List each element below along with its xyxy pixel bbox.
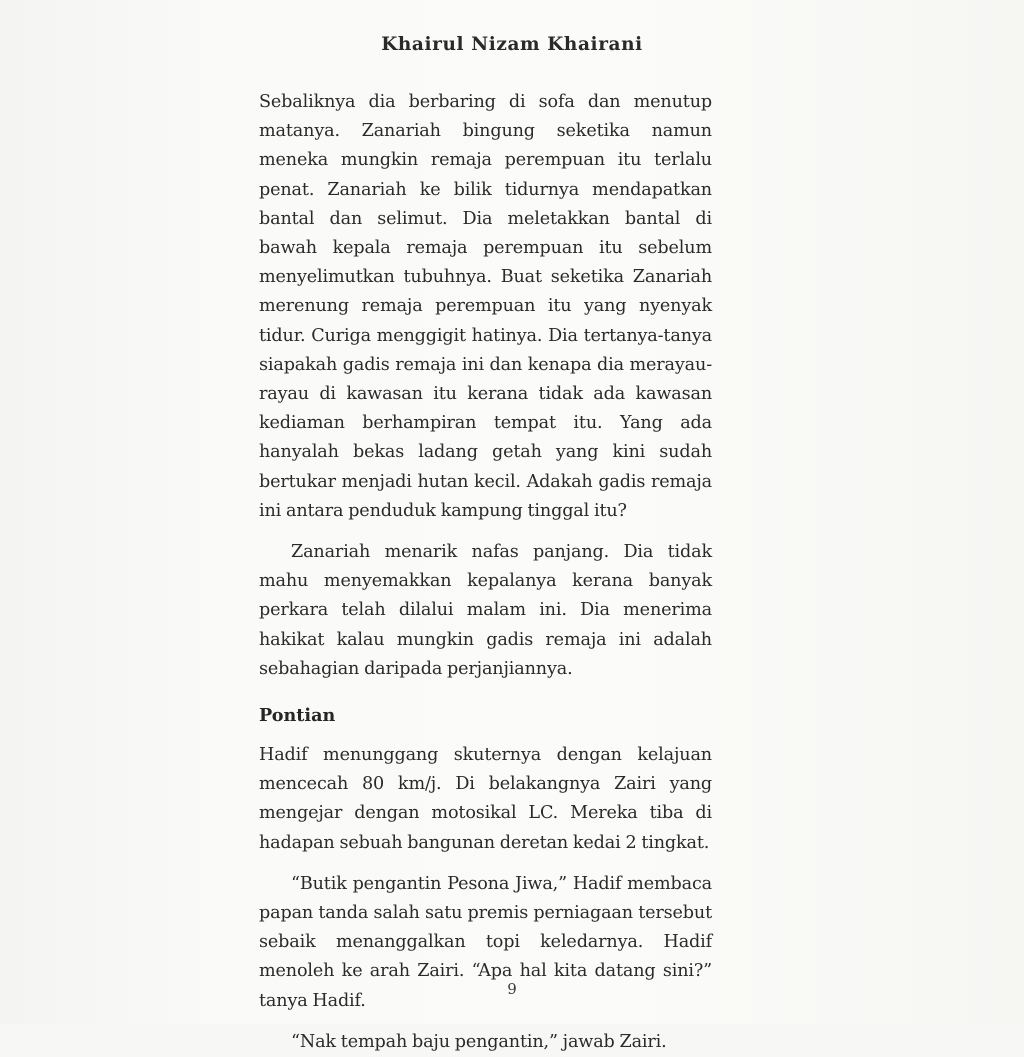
paragraph-5: “Nak tempah baju pengantin,” jawab Zairi. [291, 1031, 667, 1052]
body-text [259, 88, 712, 1057]
paragraph-1: Sebaliknya dia berbaring di sofa dan menutup matanya. Zanariah bingung seketika namun meneka mungkin remaja perempuan itu terlalu penat. Zanariah ke bilik tidurnya mendapatkan bantal dan selimut. Dia meletakkan bantal di bawah kepala remaja perempuan itu sebelum menyelimutkan tubuhnya. Buat seketika Zanariah merenung remaja perempuan itu yang nyenyak tidur. Curiga menggigit hatinya. Dia tertanya-tanya siapakah gadis remaja ini dan kenapa dia merayau-rayau di kawasan itu kerana tidak ada kawasan kediaman berhampiran tempat itu. Yang ada hanyalah bekas ladang getah yang kini sudah bertukar menjadi hutan kecil. Adakah gadis remaja ini antara penduduk kampung tinggal itu? [259, 92, 712, 521]
paragraph-2: Zanariah menarik nafas panjang. Dia tidak mahu menyemakkan kepalanya kerana banyak perkara telah dilalui malam ini. Dia menerima hakikat kalau mungkin gadis remaja ini adalah sebahagian daripada perjanjiannya. [259, 542, 712, 679]
running-head-author: Khairul Nizam Khairani [381, 34, 643, 55]
section-heading: Pontian [259, 705, 336, 727]
page-number: 9 [507, 980, 517, 998]
paragraph-3: Hadif menunggang skuternya dengan kelajuan mencecah 80 km/j. Di belakangnya Zairi yang mengejar dengan motosikal LC. Mereka tiba di hadapan sebuah bangunan deretan kedai 2 tingkat. [259, 745, 712, 853]
paragraph-4: “Butik pengantin Pesona Jiwa,” Hadif membaca papan tanda salah satu premis perniagaan tersebut sebaik menanggalkan topi keledarnya. Hadif menoleh ke arah Zairi. “Apa hal kita datang sini?” tanya Hadif. [259, 873, 712, 1011]
